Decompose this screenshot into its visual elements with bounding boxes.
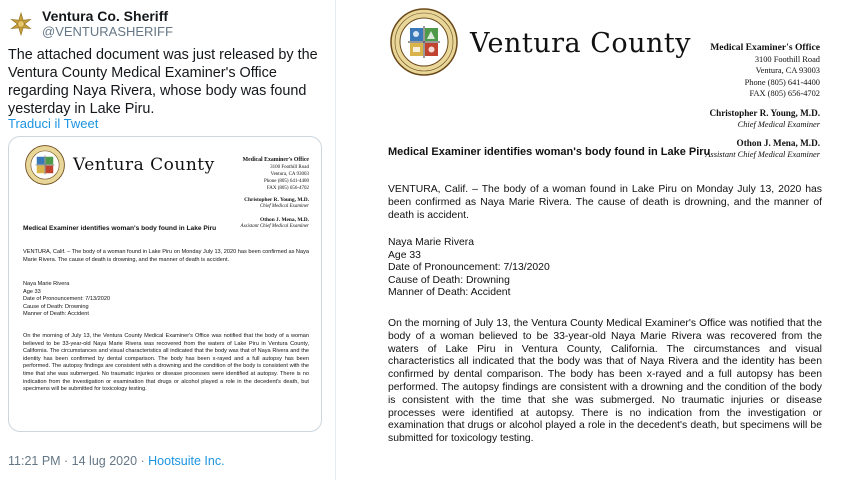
person-name: Christopher R. Young, M.D. (709, 108, 820, 118)
office-city: Ventura, CA 93003 (270, 172, 309, 177)
fact-manner: Manner of Death: Accident (23, 311, 89, 318)
office-block (710, 42, 820, 100)
fact-age: Age 33 (23, 288, 41, 295)
tweet-header (8, 6, 173, 42)
person-title: Chief Medical Examiner (737, 120, 820, 129)
person-title: Assistant Chief Medical Examiner (240, 223, 309, 229)
tweet-media-card[interactable] (8, 136, 322, 432)
document-paragraph-2: On the morning of July 13, the Ventura County Medical Examiner's Office was notified that the body of a woman believed to be 33-year-old Naya Marie Rivera was recovered from the waters of Lake Piru in Ventura County, California. The circumstances and visual characteristics all indicated that the body was that of Naya Rivera and the identity has been confirmed by dental comparison. The body has been x-rayed and a full autopsy has been performed. The autopsy findings are consistent with a drowning and the condition of the body is consistent with the time that she was submerged. No traumatic injuries or disease processes were identified at autopsy. There is no indication from the investigation or examination that drugs or alcohol played a role in the decedent's death, but specimens will be submitted for toxicology testing. (23, 333, 309, 393)
person-assistant (705, 138, 820, 160)
document-paragraph-1: VENTURA, Calif. – The body of a woman found in Lake Piru on Monday July 13, 2020 has been confirmed as Naya Marie Rivera. The cause of death is drowning, and the manner of death is accident. (388, 184, 822, 221)
document-wordmark: Ventura County (73, 155, 215, 175)
document (348, 0, 854, 480)
fact-name: Naya Marie Rivera (388, 237, 475, 248)
person-assistant (241, 217, 309, 230)
fact-name: Naya Marie Rivera (23, 281, 70, 287)
person-chief (709, 108, 820, 130)
fact-manner: Manner of Death: Accident (388, 287, 511, 299)
office-fax: FAX (805) 656-4702 (266, 186, 309, 191)
translate-tweet-link[interactable]: Traduci il Tweet (8, 116, 99, 131)
office-title: Medical Examiner's Office (710, 42, 820, 53)
decedent-facts (23, 281, 110, 319)
decedent-facts (388, 237, 550, 300)
fact-pronouncement: Date of Pronouncement: 7/13/2020 (388, 262, 550, 274)
document-wordmark: Ventura County (470, 28, 692, 59)
fact-cause: Cause of Death: Drowning (388, 274, 510, 286)
document-headline: Medical Examiner identifies woman's body found in Lake Piru (388, 146, 711, 158)
office-city: Ventura, CA 93003 (755, 66, 820, 76)
fact-cause: Cause of Death: Drowning (23, 303, 89, 310)
office-phone: Phone (805) 641-4400 (744, 77, 820, 87)
office-address: 3100 Foothill Road (270, 165, 309, 170)
account-name[interactable]: Ventura Co. Sheriff (42, 8, 169, 24)
county-seal-icon (390, 8, 458, 76)
document-headline: Medical Examiner identifies woman's body found in Lake Piru (23, 225, 217, 232)
person-name: Othon J. Mena, M.D. (260, 217, 309, 223)
person-title: Chief Medical Examiner (259, 203, 309, 209)
sheriff-star-icon[interactable] (8, 11, 34, 37)
document-page (348, 0, 854, 480)
person-name: Christopher R. Young, M.D. (244, 197, 309, 203)
person-chief (244, 197, 309, 210)
office-title: Medical Examiner's Office (242, 157, 309, 163)
county-seal-icon (25, 145, 65, 185)
account-handle[interactable]: @VENTURASHERIFF (42, 24, 173, 39)
document-paragraph-1: VENTURA, Calif. – The body of a woman found in Lake Piru on Monday July 13, 2020 has been confirmed as Naya Marie Rivera. The cause of death is drowning, and the manner of death is accident. (23, 249, 309, 263)
fact-pronouncement: Date of Pronouncement: 7/13/2020 (23, 296, 111, 303)
person-title: Assistant Chief Medical Examiner (705, 150, 820, 159)
document-paragraph-2: On the morning of July 13, the Ventura County Medical Examiner's Office was notified that the body of a woman believed to be 33-year-old Naya Marie Rivera was recovered from the waters of Lake Piru in Ventura County, California. The circumstances and visual characteristics all indicated that the body was that of Naya Rivera and the identity has been confirmed by dental comparison. The body has been x-rayed and a full autopsy has been performed. The autopsy findings are consistent with a drowning and the condition of the body is consistent with the time that she was submerged. No traumatic injuries or disease processes were identified at autopsy. There is no indication from the investigation or examination that drugs or alcohol played a role in the decedent's death, but specimens will be submitted for toxicology testing. (388, 318, 822, 445)
document-thumbnail (9, 137, 322, 432)
person-name: Othon J. Mena, M.D. (736, 138, 820, 148)
office-address: 3100 Foothill Road (754, 54, 820, 64)
office-fax: FAX (805) 656-4702 (749, 89, 820, 99)
office-phone: Phone (805) 641-4400 (264, 179, 309, 184)
fact-age: Age 33 (388, 249, 421, 261)
tweet-source-link[interactable]: Hootsuite Inc. (148, 454, 225, 468)
tweet-footer (8, 454, 225, 468)
tweet-text: The attached document was just released by the Ventura County Medical Examiner's Office regarding Naya Rivera, whose body was found yesterday in Lake Piru. (8, 47, 318, 117)
tweet (0, 0, 336, 480)
office-block (243, 157, 309, 192)
tweet-timestamp[interactable]: 11:21 PM · 14 lug 2020 · (8, 454, 149, 468)
